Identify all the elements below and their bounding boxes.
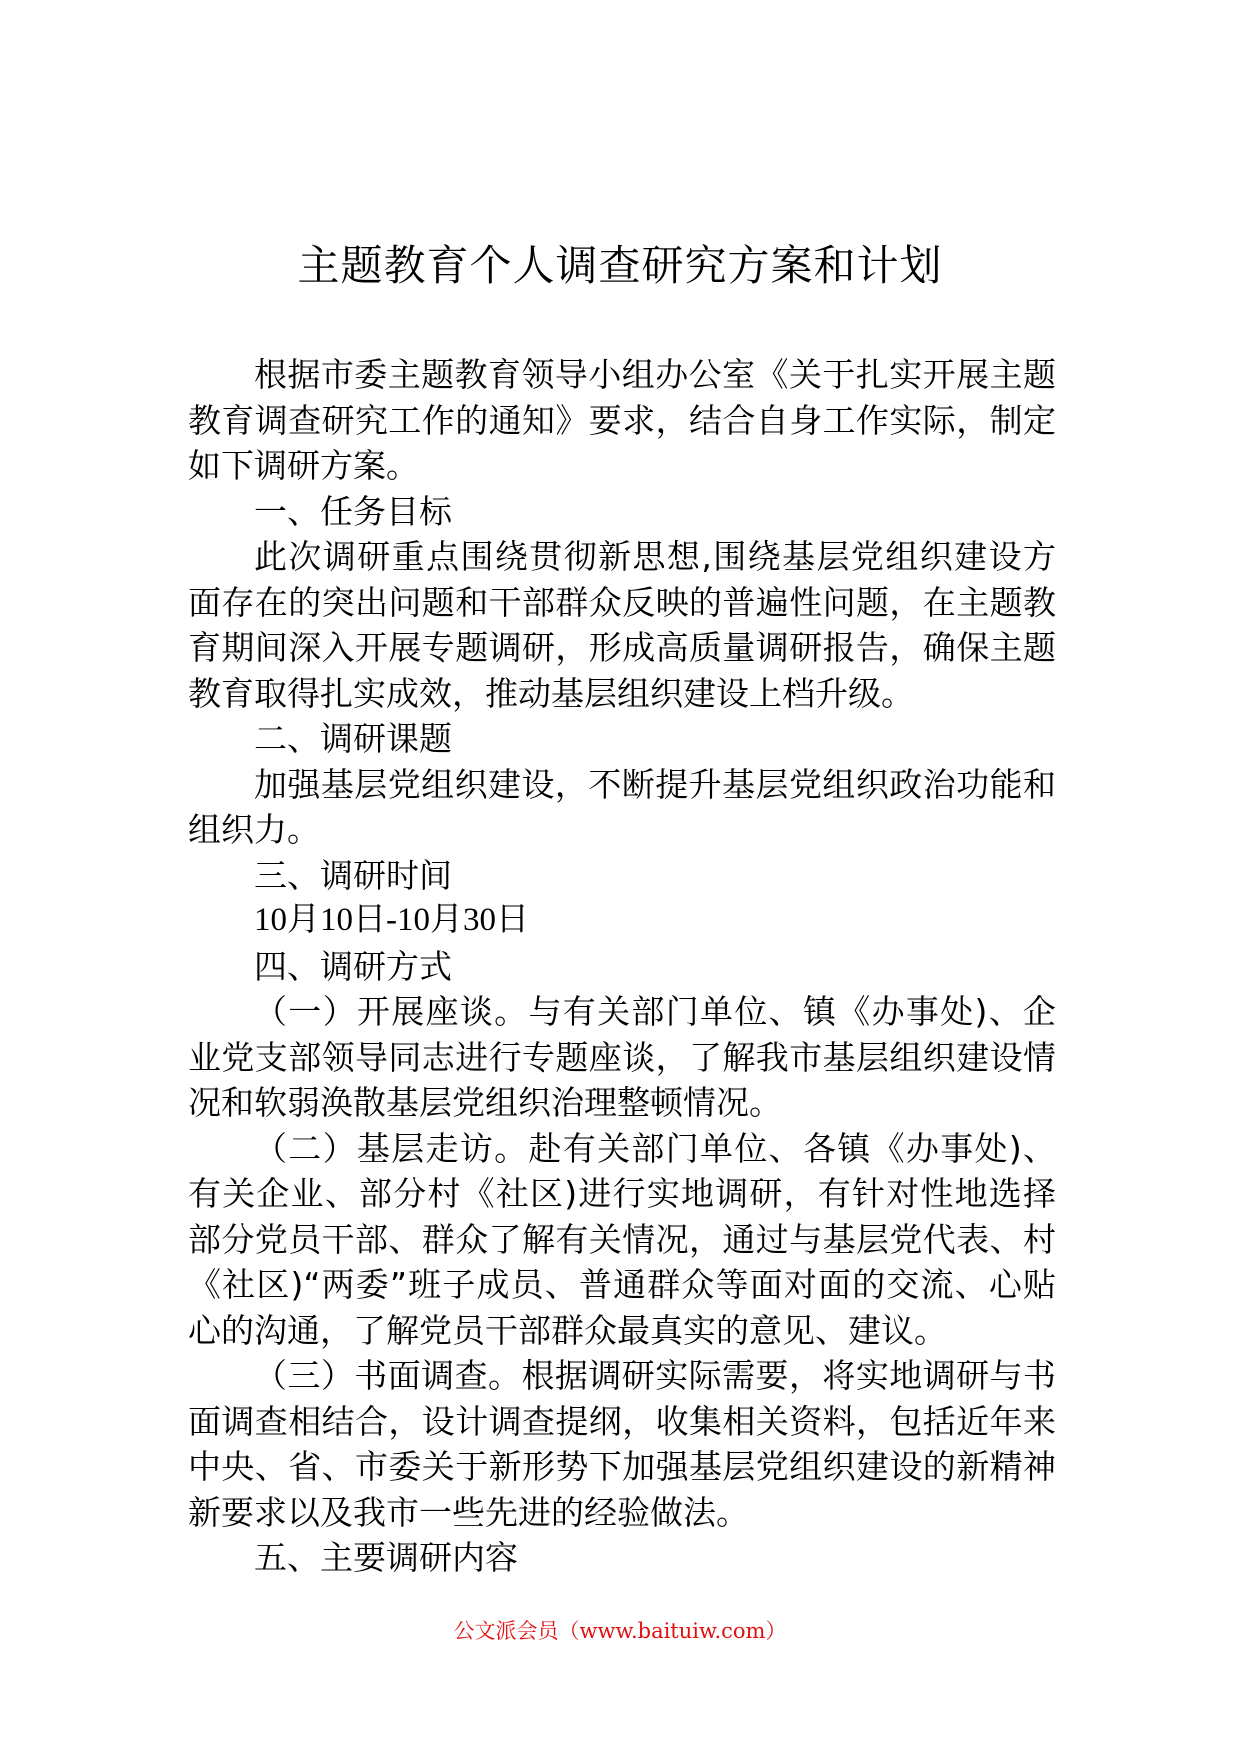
section-heading-task-goals: 一、任务目标 (254, 491, 452, 531)
method-symposium-paragraph: （一）开展座谈。与有关部门单位、镇《办事处)、企业党支部领导同志进行专题座谈，了解我市基层组织建设情况和软弱涣散基层党组织治理整顿情况。 (188, 992, 1056, 1122)
task-goals-paragraph: 此次调研重点围绕贯彻新思想,围绕基层党组织建设方面存在的突出问题和干部群众反映的普遍性问题，在主题教育期间深入开展专题调研，形成高质量调研报告，确保主题教育取得扎实成效，推动基层组织建设上档升级。 (188, 537, 1056, 713)
research-topic-paragraph: 加强基层党组织建设，不断提升基层党组织政治功能和组织力。 (188, 764, 1056, 849)
method-written-survey-paragraph: （三）书面调查。根据调研实际需要，将实地调研与书面调查相结合，设计调查提纲，收集相关资料，包括近年来中央、省、市委关于新形势下加强基层党组织建设的新精神新要求以及我市一些先进的经验做法。 (188, 1356, 1056, 1532)
footer-watermark: 公文派会员（www.baituiw.com） (453, 1619, 787, 1643)
section-heading-research-time: 三、调研时间 (254, 855, 452, 895)
method-visits-paragraph: （二）基层走访。赴有关部门单位、各镇《办事处)、有关企业、部分村《社区)进行实地调研，有针对性地选择部分党员干部、群众了解有关情况，通过与基层党代表、村《社区)“两委”班子成员、普通群众等面对面的交流、心贴心的沟通，了解党员干部群众最真实的意见、建议。 (188, 1128, 1056, 1350)
page-title: 主题教育个人调查研究方案和计划 (297, 241, 943, 290)
section-heading-research-methods: 四、调研方式 (254, 946, 452, 986)
intro-paragraph: 根据市委主题教育领导小组办公室《关于扎实开展主题教育调查研究工作的通知》要求，结合自身工作实际，制定如下调研方案。 (188, 355, 1056, 485)
research-time-paragraph: 10月10日-10月30日 (254, 902, 529, 938)
section-heading-main-content: 五、主要调研内容 (254, 1538, 518, 1577)
document-body (188, 352, 1056, 1581)
section-heading-research-topic: 二、调研课题 (254, 719, 452, 758)
